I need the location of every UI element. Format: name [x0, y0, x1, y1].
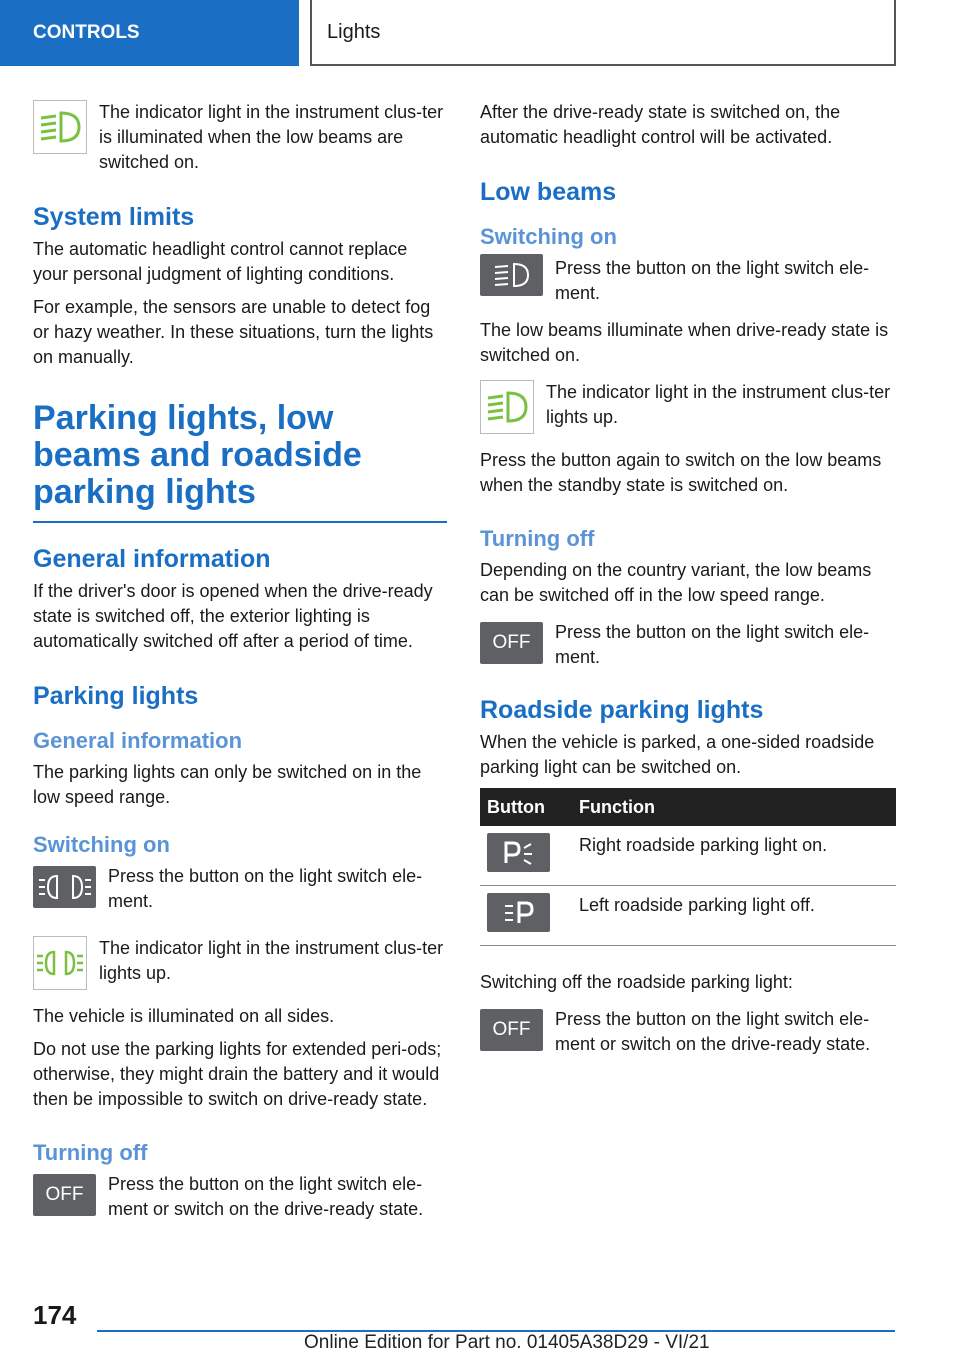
parking-light-button	[33, 866, 96, 908]
page-number: 174	[33, 1300, 77, 1330]
turning-off-heading: Turning off	[33, 1140, 148, 1165]
parking-general-heading: General information	[33, 728, 243, 753]
chapter-tab	[310, 0, 896, 66]
parking-turn-off-text: Press the button on the light switch ele-ment or switch on the drive-ready state.	[108, 1174, 424, 1219]
system-limits-heading: System limits	[33, 203, 195, 231]
low-beams-off-row	[480, 620, 896, 670]
off-button	[33, 1174, 96, 1216]
roadside-parking-paragraph: When the vehicle is parked, a one-sided roadside parking light can be switched on.	[480, 732, 875, 777]
low-beams-turning-off-paragraph: Depending on the country variant, the low beams can be switched off in the low speed range.	[480, 560, 872, 605]
again-paragraph: Press the button again to switch on the low beams when the standby state is switched on.	[480, 450, 882, 495]
illuminated-paragraph: The vehicle is illuminated on all sides.	[33, 1006, 335, 1026]
section-tab	[0, 0, 299, 66]
parking-general-paragraph: The parking lights can only be switched on in the low speed range.	[33, 762, 422, 807]
table-header: Button	[480, 788, 572, 826]
edition-text: Online Edition for Part no. 01405A38D29 - VI/21	[304, 1332, 710, 1353]
parking-lights-heading: Parking lights	[33, 682, 199, 710]
left-column	[33, 100, 447, 1222]
roadside-off-row	[480, 1007, 896, 1057]
parking-switch-on-row	[33, 864, 447, 914]
off-button	[480, 1009, 543, 1051]
roadside-off-text: Press the button on the light switch ele-ment or switch on the drive-ready state.	[555, 1009, 871, 1054]
parking-indicator-row	[33, 936, 447, 990]
off-button	[480, 622, 543, 664]
low-beams-indicator-text: The indicator light in the instrument clus-ter lights up.	[546, 382, 891, 427]
low-beams-switch-on-row	[480, 256, 896, 306]
system-limits-paragraph: The automatic headlight control cannot replace your personal judgment of lighting conditions.	[33, 239, 408, 284]
indicator-intro-text: The indicator light in the instrument clus-ter is illuminated when the low beams are switched on.	[99, 102, 444, 172]
section-label: CONTROLS	[33, 22, 140, 43]
left-roadside-button	[487, 893, 550, 932]
low-beam-indicator-icon	[33, 100, 87, 154]
right-column	[480, 100, 896, 1057]
parking-turn-off-row	[33, 1172, 447, 1222]
low-beams-indicator-row	[480, 380, 896, 434]
low-beams-paragraph: The low beams illuminate when drive-ready state is switched on.	[480, 320, 889, 365]
low-beam-indicator-icon	[480, 380, 534, 434]
main-heading: Parking lights, low beams and roadside parking lights	[33, 400, 447, 523]
general-information-heading: General information	[33, 545, 271, 573]
roadside-function-table	[480, 788, 896, 946]
switching-on-heading: Switching on	[33, 832, 170, 857]
warning-paragraph: Do not use the parking lights for extended peri-ods; otherwise, they might drain the battery and it would then be impossible to switch on drive-ready state.	[33, 1039, 442, 1109]
low-beams-switch-on-text: Press the button on the light switch ele-ment.	[555, 258, 870, 303]
off-label: OFF	[45, 1184, 84, 1205]
table-row	[480, 826, 896, 886]
table-cell: Right roadside parking light on.	[572, 826, 896, 886]
table-row	[480, 886, 896, 946]
table-cell	[480, 886, 572, 946]
parking-switch-on-text: Press the button on the light switch ele-ment.	[108, 866, 423, 911]
low-beam-button	[480, 254, 543, 296]
table-header: Function	[572, 788, 896, 826]
table-cell: Left roadside parking light off.	[572, 886, 896, 946]
roadside-parking-heading: Roadside parking lights	[480, 696, 764, 724]
general-information-paragraph: If the driver's door is opened when the drive-ready state is switched off, the exterior lighting is automatically switched off after a period of time.	[33, 581, 433, 651]
low-beams-heading: Low beams	[480, 178, 617, 206]
parking-indicator-icon	[33, 936, 87, 990]
off-label: OFF	[492, 1019, 531, 1040]
table-cell	[480, 826, 572, 886]
low-beam-indicator-note	[33, 100, 447, 175]
system-limits-paragraph: For example, the sensors are unable to detect fog or hazy weather. In these situations, turn the lights on manually.	[33, 297, 434, 367]
chapter-label: Lights	[327, 20, 381, 43]
parking-indicator-text: The indicator light in the instrument clus-ter lights up.	[99, 938, 444, 983]
switch-off-paragraph: Switching off the roadside parking light:	[480, 972, 793, 992]
low-beams-off-text: Press the button on the light switch ele-ment.	[555, 622, 870, 667]
intro-paragraph: After the drive-ready state is switched on, the automatic headlight control will be activated.	[480, 102, 841, 147]
off-label: OFF	[492, 632, 531, 653]
low-beams-switching-on-heading: Switching on	[480, 224, 617, 249]
right-roadside-button	[487, 833, 550, 872]
low-beams-turning-off-heading: Turning off	[480, 526, 595, 551]
